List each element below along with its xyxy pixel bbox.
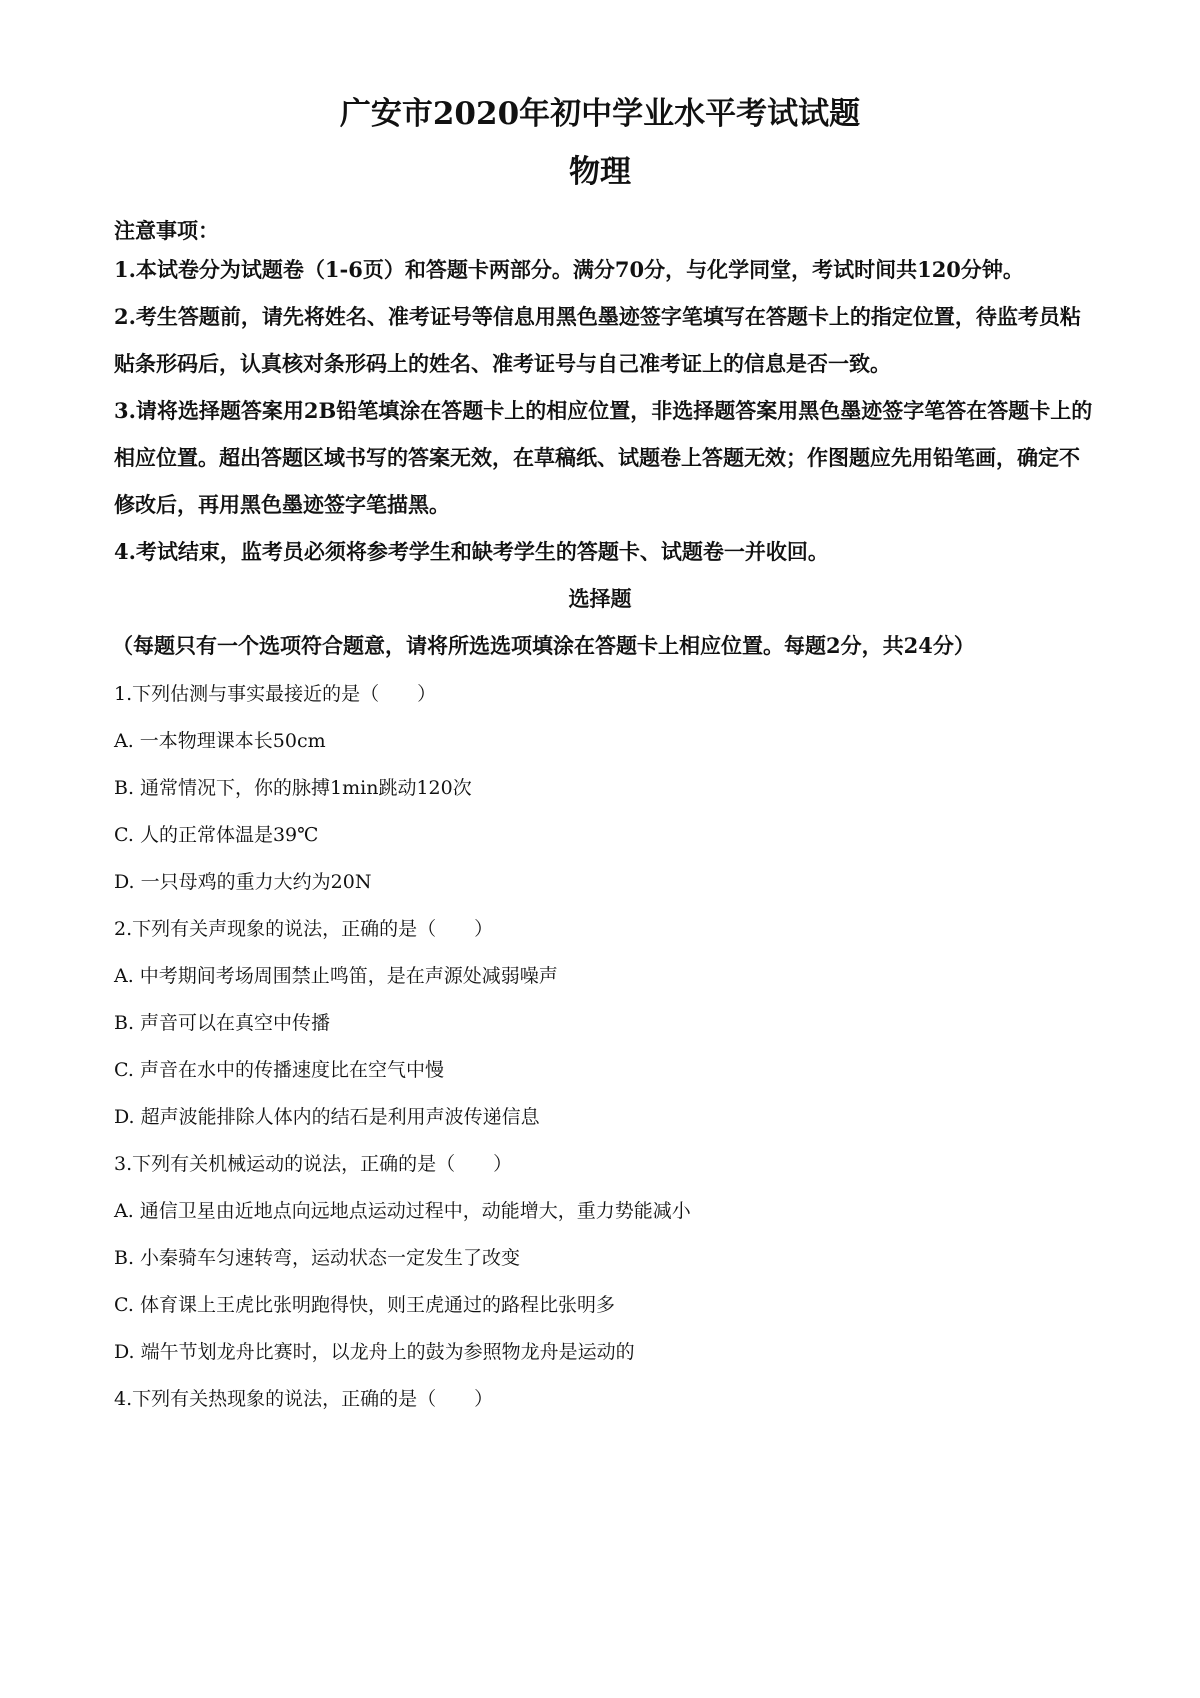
exam-subject: 物理 — [569, 154, 631, 190]
question-list — [114, 671, 1200, 1423]
question-option: D. 超声波能排除人体内的结石是利用声波传递信息 — [114, 1106, 540, 1128]
notice-list — [114, 246, 1094, 575]
exam-title: 广安市2020年初中学业水平考试试题 — [339, 96, 861, 132]
notice-item: 4.考试结束，监考员必须将参考学生和缺考学生的答题卡、试题卷一并收回。 — [114, 539, 829, 564]
question-option: D. 端午节划龙舟比赛时，以龙舟上的鼓为参照物龙舟是运动的 — [114, 1341, 635, 1363]
section-title: 选择题 — [568, 586, 632, 611]
question — [114, 1376, 1200, 1423]
section-description: （每题只有一个选项符合题意，请将所选选项填涂在答题卡上相应位置。每题2分，共24分） — [112, 633, 975, 658]
question-stem: 3.下列有关机械运动的说法，正确的是（ ） — [114, 1153, 513, 1175]
question — [114, 1141, 1200, 1376]
question — [114, 906, 1200, 1141]
question-option: C. 人的正常体温是39℃ — [114, 824, 319, 846]
notice-item: 1.本试卷分为试题卷（1-6页）和答题卡两部分。满分70分，与化学同堂，考试时间共120分钟。 — [114, 257, 1024, 282]
question-option: B. 声音可以在真空中传播 — [114, 1012, 331, 1034]
question — [114, 671, 1200, 906]
question-stem: 2.下列有关声现象的说法，正确的是（ ） — [114, 918, 494, 940]
question-option: A. 通信卫星由近地点向远地点运动过程中，动能增大，重力势能减小 — [114, 1200, 691, 1222]
notice-heading: 注意事项： — [114, 218, 219, 243]
question-option: B. 小秦骑车匀速转弯，运动状态一定发生了改变 — [114, 1247, 521, 1269]
notice-item: 3.请将选择题答案用2B铅笔填涂在答题卡上的相应位置，非选择题答案用黑色墨迹签字笔答在答题卡上的相应位置。超出答题区域书写的答案无效，在草稿纸、试题卷上答题无效；作图题应先用铅笔画，确定不修改后，再用黑色墨迹签字笔描黑。 — [114, 398, 1093, 517]
question-option: C. 声音在水中的传播速度比在空气中慢 — [114, 1059, 444, 1081]
question-stem: 1.下列估测与事实最接近的是（ ） — [114, 683, 437, 705]
notice-item: 2.考生答题前，请先将姓名、准考证号等信息用黑色墨迹签字笔填写在答题卡上的指定位置，待监考员粘贴条形码后，认真核对条形码上的姓名、准考证号与自己准考证上的信息是否一致。 — [114, 304, 1081, 376]
question-option: A. 一本物理课本长50cm — [114, 730, 326, 752]
question-option: B. 通常情况下，你的脉搏1min跳动120次 — [114, 777, 472, 799]
question-stem: 4.下列有关热现象的说法，正确的是（ ） — [114, 1388, 494, 1410]
question-option: A. 中考期间考场周围禁止鸣笛，是在声源处减弱噪声 — [114, 965, 558, 987]
question-option: C. 体育课上王虎比张明跑得快，则王虎通过的路程比张明多 — [114, 1294, 615, 1316]
question-option: D. 一只母鸡的重力大约为20N — [114, 871, 372, 893]
